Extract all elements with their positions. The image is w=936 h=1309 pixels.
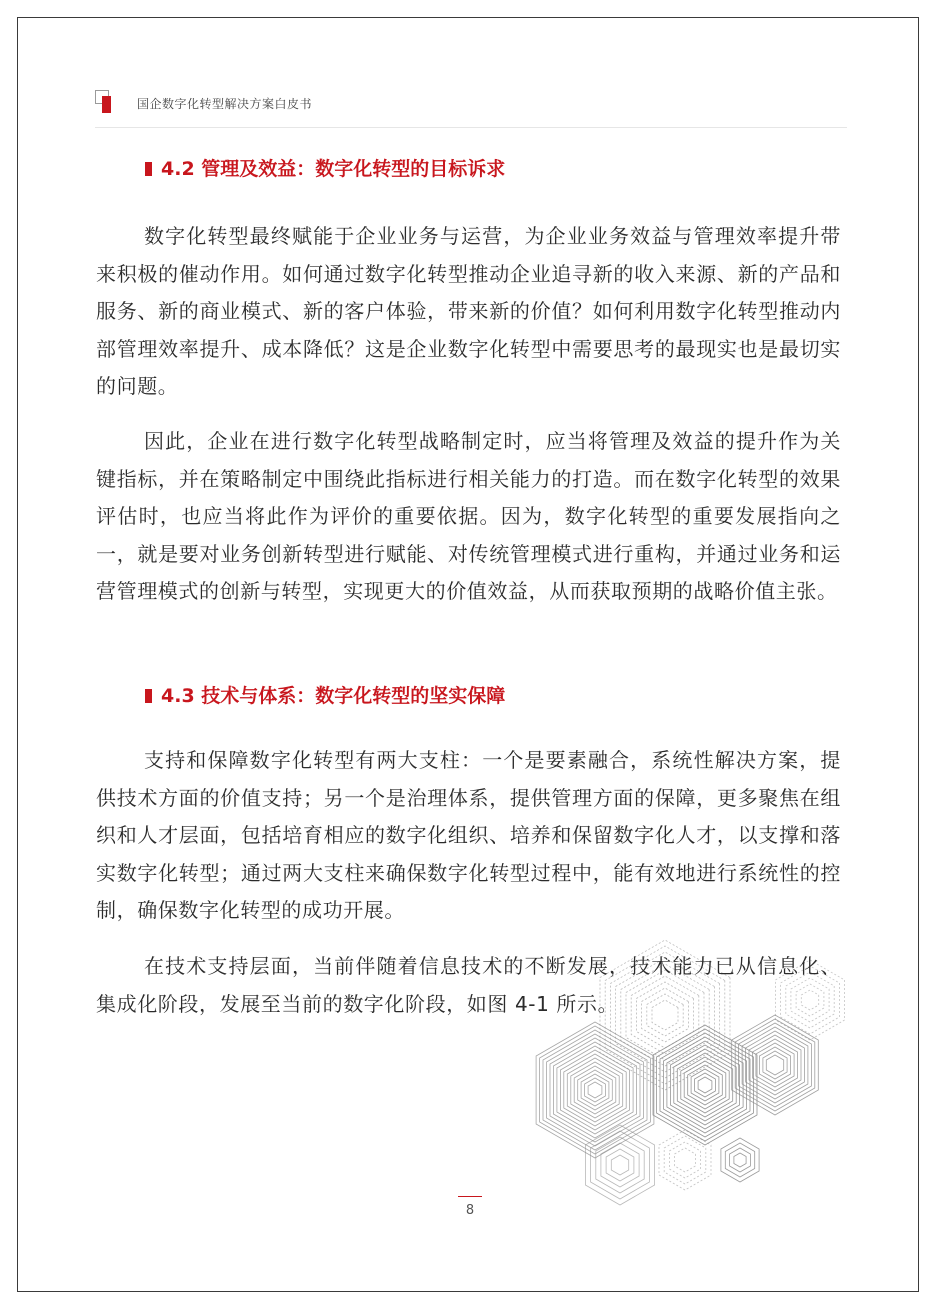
- header-divider: [95, 127, 847, 128]
- page-number-rule: [458, 1196, 482, 1197]
- page-number: 8: [465, 1203, 475, 1218]
- heading-marker-icon: [145, 689, 152, 703]
- paragraph: 数字化转型最终赋能于企业业务与运营，为企业业务效益与管理效率提升带来积极的催动作用。如何通过数字化转型推动企业追寻新的收入来源、新的产品和服务、新的商业模式、新的客户体验，带来新的价值？如何利用数字化转型推动内部管理效率提升、成本降低？这是企业数字化转型中需要思考的最现实也是最切实的问题。: [96, 224, 841, 398]
- section-heading-4-3: [145, 681, 505, 708]
- section-heading-text: 4.2 管理及效益：数字化转型的目标诉求: [161, 158, 506, 180]
- paragraph: 在技术支持层面，当前伴随着信息技术的不断发展，技术能力已从信息化、集成化阶段，发展至当前的数字化阶段，如图 4-1 所示。: [96, 954, 841, 1016]
- header-title: 国企数字化转型解决方案白皮书: [137, 97, 313, 111]
- heading-marker-icon: [145, 162, 152, 176]
- paragraph: 因此，企业在进行数字化转型战略制定时，应当将管理及效益的提升作为关键指标，并在策略制定中围绕此指标进行相关能力的打造。而在数字化转型的效果评估时，也应当将此作为评价的重要依据。因为，数字化转型的重要发展指向之一，就是要对业务创新转型进行赋能、对传统管理模式进行重构，并通过业务和运营管理模式的创新与转型，实现更大的价值效益，从而获取预期的战略价值主张。: [96, 429, 841, 603]
- paragraph: 支持和保障数字化转型有两大支柱：一个是要素融合，系统性解决方案，提供技术方面的价值支持；另一个是治理体系，提供管理方面的保障，更多聚焦在组织和人才层面，包括培育相应的数字化组织、培养和保留数字化人才，以支撑和落实数字化转型；通过两大支柱来确保数字化转型过程中，能有效地进行系统性的控制，确保数字化转型的成功开展。: [96, 748, 841, 922]
- section-heading-text: 4.3 技术与体系：数字化转型的坚实保障: [161, 685, 506, 707]
- report-logo-icon: [95, 90, 117, 114]
- section-heading-4-2: [145, 154, 505, 181]
